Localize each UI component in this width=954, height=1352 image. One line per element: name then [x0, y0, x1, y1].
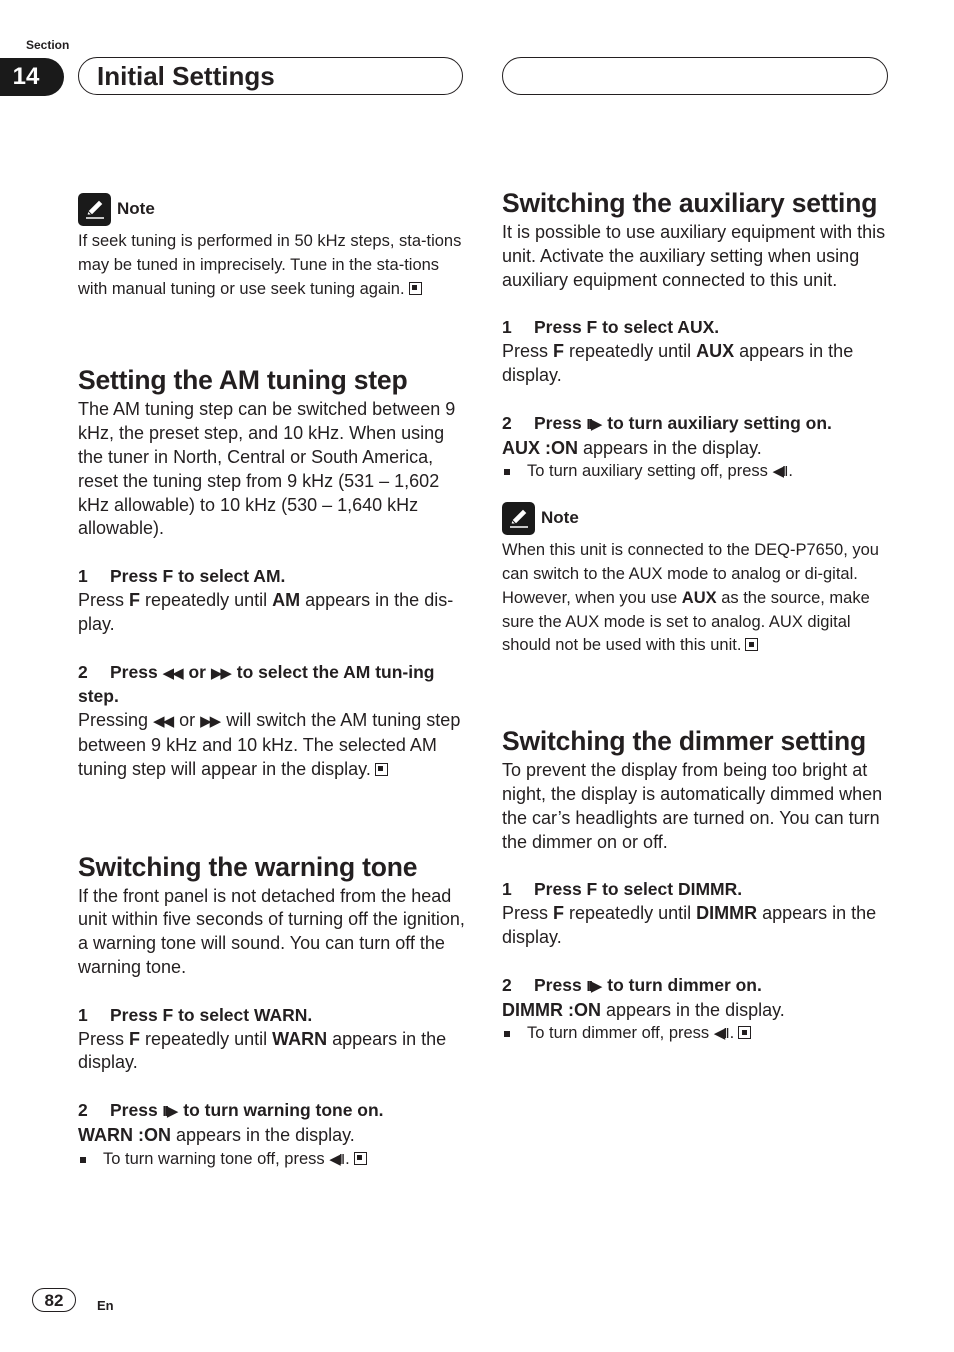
dimmer-step-2-title: 2 Press II▶ to turn dimmer on. [502, 974, 762, 995]
dimmer-step-1-body: Press F repeatedly until DIMMR appears in the display. [502, 903, 877, 947]
page-title: Initial Settings [97, 61, 275, 91]
dimmer-intro: To prevent the display from being too bright at night, the display is automatically dimmed when the car’s headlights are turned on. You can turn the dimmer on or off. [502, 760, 883, 852]
aux-step-1-body: Press F repeatedly until AUX appears in the display. [502, 341, 854, 385]
note-box [502, 501, 890, 658]
dimmer-bullet: To turn dimmer off, press ◀II . [502, 1022, 890, 1046]
section-number: 14 [0, 58, 64, 96]
warn-step-1-title: 1 Press F to select WARN. [78, 1004, 313, 1025]
play-pause-icon: II▶ [162, 1103, 177, 1121]
dimmer-heading: Switching the dimmer setting [502, 726, 866, 757]
fast-forward-icon: ▶▶ [200, 713, 220, 731]
aux-step-2-body: AUX :ON appears in the display. [502, 437, 762, 458]
left-column [78, 192, 466, 1172]
header-blank-frame [502, 57, 888, 95]
warn-step-2-body: WARN :ON appears in the display. [78, 1124, 355, 1145]
aux-intro: It is possible to use auxiliary equipment with this unit. Activate the auxiliary setting when using auxiliary equipment connected to this unit. [502, 222, 886, 290]
warn-step-2-title: 2 Press II▶ to turn warning tone on. [78, 1100, 384, 1121]
end-mark-icon [375, 763, 388, 776]
rewind-icon: ◀◀ [153, 713, 173, 731]
am-step-2-title: 2 Press ◀◀ or ▶▶ to select the AM tun-ing step. [78, 661, 435, 707]
end-mark-icon [354, 1152, 367, 1165]
language-code: En [97, 1298, 114, 1313]
pencil-note-icon [502, 502, 535, 535]
note-header [78, 192, 466, 226]
warn-step-1-body: Press F repeatedly until WARN appears in the display. [78, 1028, 447, 1073]
note-text: When this unit is connected to the DEQ-P7650, you can switch to the AUX mode to analog or di-gital. However, when you use AUX as the source, make sure the AUX mode is set to analog. AUX digital should not be used with this unit. [502, 541, 879, 655]
dimmer-step-2-body: DIMMR :ON appears in the display. [502, 999, 785, 1020]
am-tuning-intro: The AM tuning step can be switched between 9 kHz, the preset step, and 10 kHz. When using the tuner in North, Central or South America, reset the tuning step from 9 kHz (531 – 1,602 kHz allowable) to 10 kHz (530 – 1,640 kHz allowable). [78, 399, 456, 539]
page-number: 82 [32, 1288, 76, 1312]
note-box [78, 192, 466, 301]
am-step-2-body: Pressing ◀◀ or ▶▶ will switch the AM tuning step between 9 kHz and 10 kHz. The selected AM tuning step will appear in the display. [78, 710, 461, 779]
warn-bullet: To turn warning tone off, press ◀II . [78, 1148, 466, 1172]
am-step-1-body: Press F repeatedly until AM appears in the dis-play. [78, 589, 454, 634]
am-tuning-heading: Setting the AM tuning step [78, 365, 408, 396]
end-mark-icon [745, 638, 758, 651]
pencil-note-icon [78, 193, 111, 226]
note-header [502, 501, 890, 535]
aux-step-2-title: 2 Press II▶ to turn auxiliary setting on. [502, 412, 832, 433]
aux-bullet: To turn auxiliary setting off, press ◀II . [502, 460, 890, 484]
aux-step-1-title: 1 Press F to select AUX. [502, 317, 720, 338]
note-text: If seek tuning is performed in 50 kHz steps, sta-tions may be tuned in imprecisely. Tune in the sta-tions with manual tuning or use seek tuning again. [78, 232, 462, 298]
play-pause-icon: II▶ [586, 977, 601, 995]
rewind-icon: ◀◀ [162, 664, 182, 682]
aux-heading: Switching the auxiliary setting [502, 188, 878, 218]
section-label: Section [26, 38, 70, 52]
am-step-1-title: 1 Press F to select AM. [78, 566, 286, 587]
pause-back-icon: ◀II [329, 1150, 344, 1168]
fast-forward-icon: ▶▶ [210, 664, 230, 682]
note-label: Note [541, 508, 579, 528]
pause-back-icon: ◀II [772, 463, 787, 481]
play-pause-icon: II▶ [586, 415, 601, 433]
note-label: Note [117, 199, 155, 218]
warning-intro: If the front panel is not detached from the head unit within five seconds of turning off the ignition, a warning tone will sound. You can turn off the warning tone. [78, 885, 465, 977]
right-column [502, 186, 890, 1046]
end-mark-icon [409, 282, 422, 295]
pause-back-icon: ◀II [713, 1025, 728, 1043]
dimmer-step-1-title: 1 Press F to select DIMMR. [502, 879, 743, 900]
end-mark-icon [738, 1026, 751, 1039]
warning-tone-heading: Switching the warning tone [78, 851, 418, 882]
